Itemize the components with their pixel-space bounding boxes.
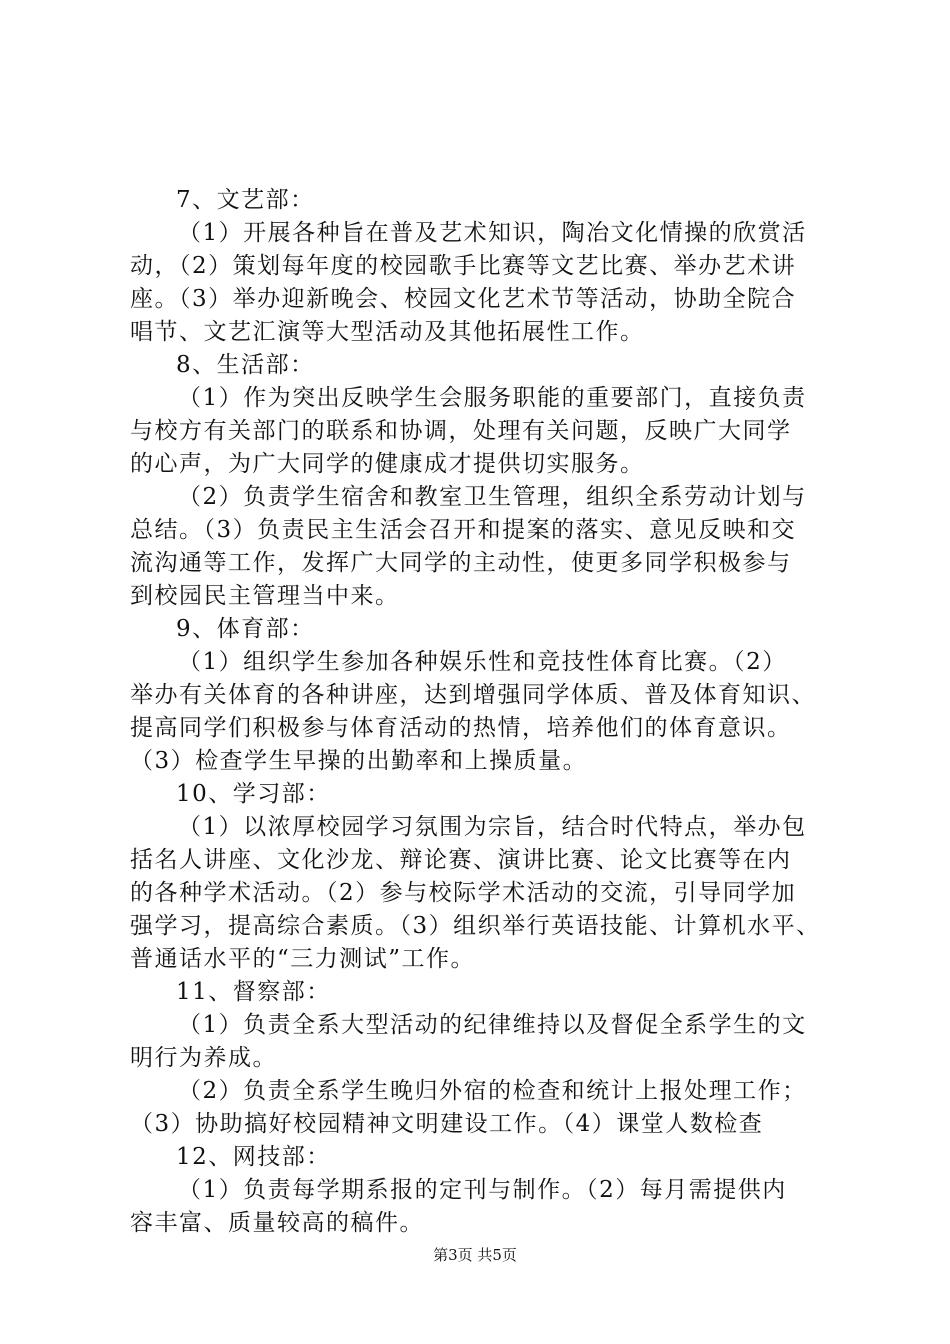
section-heading-wenyi: 7、文艺部： (176, 187, 315, 213)
body-line: 明行为养成。 (130, 1045, 277, 1071)
body-line: （3）协助搞好校园精神文明建设工作。（4）课堂人数检查 (130, 1111, 764, 1137)
body-line: 的心声，为广大同学的健康成才提供切实服务。 (130, 451, 645, 477)
body-line: （1）开展各种旨在普及艺术知识，陶冶文化情操的欣赏活 (178, 220, 807, 246)
section-heading-tiyu: 9、体育部： (176, 616, 315, 642)
body-line: 强学习，提高综合素质。（3）组织举行英语技能、计算机水平、 (130, 913, 821, 939)
body-line: （3）检查学生早操的出勤率和上操质量。 (130, 748, 588, 774)
body-line: 容丰富、质量较高的稿件。 (130, 1210, 424, 1236)
body-line: （1）负责每学期系报的定刊与制作。（2）每月需提供内 (178, 1177, 787, 1203)
body-line: （1）负责全系大型活动的纪律维持以及督促全系学生的文 (178, 1012, 807, 1038)
body-line: 举办有关体育的各种讲座，达到增强同学体质、普及体育知识、 (130, 682, 816, 708)
section-heading-wangji: 12、网技部： (176, 1144, 331, 1170)
body-line: 流沟通等工作，发挥广大同学的主动性，使更多同学积极参与 (130, 550, 792, 576)
section-heading-xuexi: 10、学习部： (176, 781, 331, 807)
body-line: （2）负责全系学生晚归外宿的检查和统计上报处理工作； (178, 1078, 807, 1104)
body-line: 提高同学们积极参与体育活动的热情，培养他们的体育意识。 (130, 715, 792, 741)
body-line: 总结。（3）负责民主生活会召开和提案的落实、意见反映和交 (130, 517, 797, 543)
body-line: 括名人讲座、文化沙龙、辩论赛、演讲比赛、论文比赛等在内 (130, 847, 792, 873)
body-line: 与校方有关部门的联系和协调，处理有关问题，反映广大同学 (130, 418, 792, 444)
body-line: 到校园民主管理当中来。 (130, 583, 400, 609)
body-line: （1）作为突出反映学生会服务职能的重要部门，直接负责 (178, 385, 807, 411)
page-number-footer: 第3页 共5页 (433, 1246, 517, 1264)
body-line: （1）以浓厚校园学习氛围为宗旨，结合时代特点，举办包 (178, 814, 807, 840)
body-line: 普通话水平的“三力测试”工作。 (130, 946, 476, 972)
section-heading-ducha: 11、督察部： (176, 979, 331, 1005)
body-line: 座。（3）举办迎新晚会、校园文化艺术节等活动，协助全院合 (130, 286, 797, 312)
section-heading-shenghuo: 8、生活部： (176, 352, 315, 378)
body-line: （2）负责学生宿舍和教室卫生管理，组织全系劳动计划与 (178, 484, 807, 510)
body-line: 的各种学术活动。（2）参与校际学术活动的交流，引导同学加 (130, 880, 797, 906)
body-line: 动，（2）策划每年度的校园歌手比赛等文艺比赛、举办艺术讲 (130, 253, 797, 279)
body-line: 唱节、文艺汇演等大型活动及其他拓展性工作。 (130, 319, 645, 345)
body-line: （1）组织学生参加各种娱乐性和竞技性体育比赛。（2） (178, 649, 787, 675)
